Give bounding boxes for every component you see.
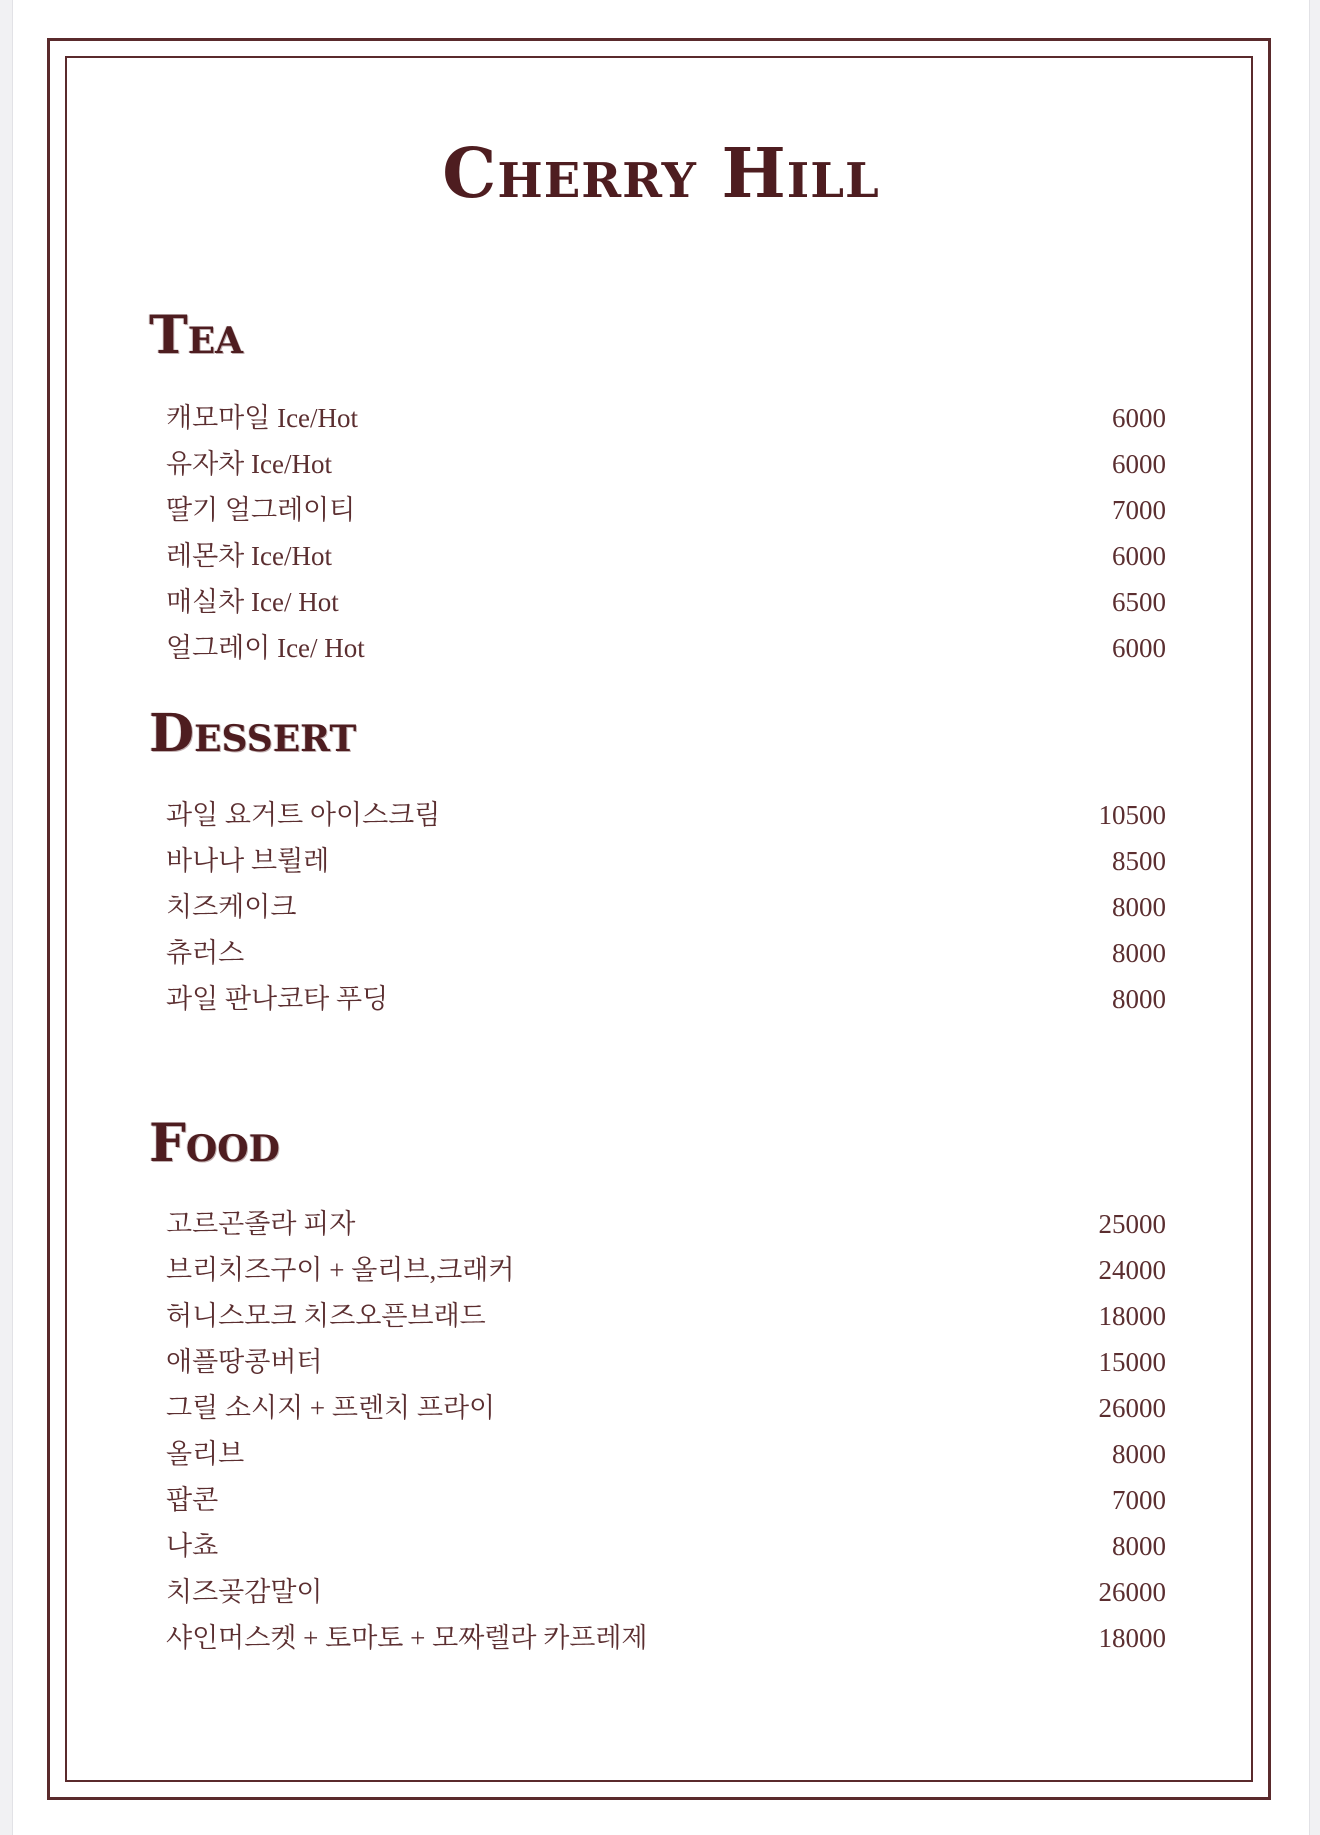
- menu-item: [166, 534, 1166, 580]
- item-price: 18000: [1098, 1623, 1166, 1653]
- item-name: 브리치즈구이 + 올리브,크래커: [166, 1255, 515, 1285]
- item-price: 6000: [1112, 541, 1166, 571]
- item-name: 애플땅콩버터: [166, 1347, 323, 1377]
- item-price: 8000: [1112, 938, 1166, 968]
- menu-item: [166, 442, 1166, 488]
- item-name: 치즈케이크: [166, 892, 297, 922]
- item-name: 캐모마일 Ice/Hot: [166, 403, 359, 433]
- item-name: 바나나 브륄레: [166, 846, 330, 876]
- item-price: 6500: [1112, 587, 1166, 617]
- item-price: 26000: [1098, 1577, 1166, 1607]
- menu-item: [166, 1524, 1166, 1570]
- menu-item: [166, 626, 1166, 672]
- item-name: 샤인머스켓 + 토마토 + 모짜렐라 카프레제: [166, 1623, 648, 1653]
- menu-item: [166, 839, 1166, 885]
- section-heading-dessert: Dessert: [149, 703, 357, 764]
- section-heading-food: Food: [149, 1113, 280, 1174]
- menu-item: [166, 1570, 1166, 1616]
- item-price: 10500: [1098, 800, 1166, 830]
- menu-item: [166, 1248, 1166, 1294]
- item-name: 올리브: [166, 1439, 245, 1469]
- menu-title: Cherry Hill: [442, 134, 880, 214]
- menu-item: [166, 488, 1166, 534]
- item-name: 츄러스: [166, 938, 245, 968]
- menu-page: [12, 0, 1310, 1835]
- item-name: 팝콘: [166, 1485, 219, 1515]
- menu-item: [166, 580, 1166, 626]
- item-name: 매실차 Ice/ Hot: [166, 587, 339, 617]
- menu-item: [166, 793, 1166, 839]
- item-price: 18000: [1098, 1301, 1166, 1331]
- menu-item: [166, 885, 1166, 931]
- item-name: 과일 판나코타 푸딩: [166, 984, 389, 1014]
- item-name: 딸기 얼그레이티: [166, 495, 356, 525]
- menu-item: [166, 1294, 1166, 1340]
- item-price: 8000: [1112, 984, 1166, 1014]
- item-name: 과일 요거트 아이스크림: [166, 800, 441, 830]
- menu-item: [166, 396, 1166, 442]
- item-price: 6000: [1112, 633, 1166, 663]
- item-price: 6000: [1112, 403, 1166, 433]
- section-heading-tea: Tea: [149, 305, 244, 366]
- item-price: 24000: [1098, 1255, 1166, 1285]
- item-name: 얼그레이 Ice/ Hot: [166, 633, 365, 663]
- item-price: 7000: [1112, 1485, 1166, 1515]
- item-price: 8000: [1112, 1531, 1166, 1561]
- tea-item-list: [166, 396, 1166, 672]
- item-name: 허니스모크 치즈오픈브래드: [166, 1301, 486, 1331]
- menu-item: [166, 1340, 1166, 1386]
- menu-item: [166, 1432, 1166, 1478]
- item-name: 유자차 Ice/Hot: [166, 449, 332, 479]
- menu-item: [166, 977, 1166, 1023]
- item-price: 8000: [1112, 1439, 1166, 1469]
- item-name: 나쵸: [166, 1531, 219, 1561]
- item-price: 26000: [1098, 1393, 1166, 1423]
- dessert-item-list: [166, 793, 1166, 1023]
- item-price: 8500: [1112, 846, 1166, 876]
- item-price: 6000: [1112, 449, 1166, 479]
- menu-item: [166, 931, 1166, 977]
- menu-item: [166, 1478, 1166, 1524]
- item-price: 7000: [1112, 495, 1166, 525]
- item-name: 고르곤졸라 피자: [166, 1209, 356, 1239]
- food-item-list: [166, 1202, 1166, 1662]
- item-price: 8000: [1112, 892, 1166, 922]
- item-name: 레몬차 Ice/Hot: [166, 541, 332, 571]
- item-name: 치즈곶감말이: [166, 1577, 323, 1607]
- item-price: 25000: [1098, 1209, 1166, 1239]
- menu-item: [166, 1616, 1166, 1662]
- menu-item: [166, 1202, 1166, 1248]
- item-name: 그릴 소시지 + 프렌치 프라이: [166, 1393, 496, 1423]
- menu-item: [166, 1386, 1166, 1432]
- item-price: 15000: [1098, 1347, 1166, 1377]
